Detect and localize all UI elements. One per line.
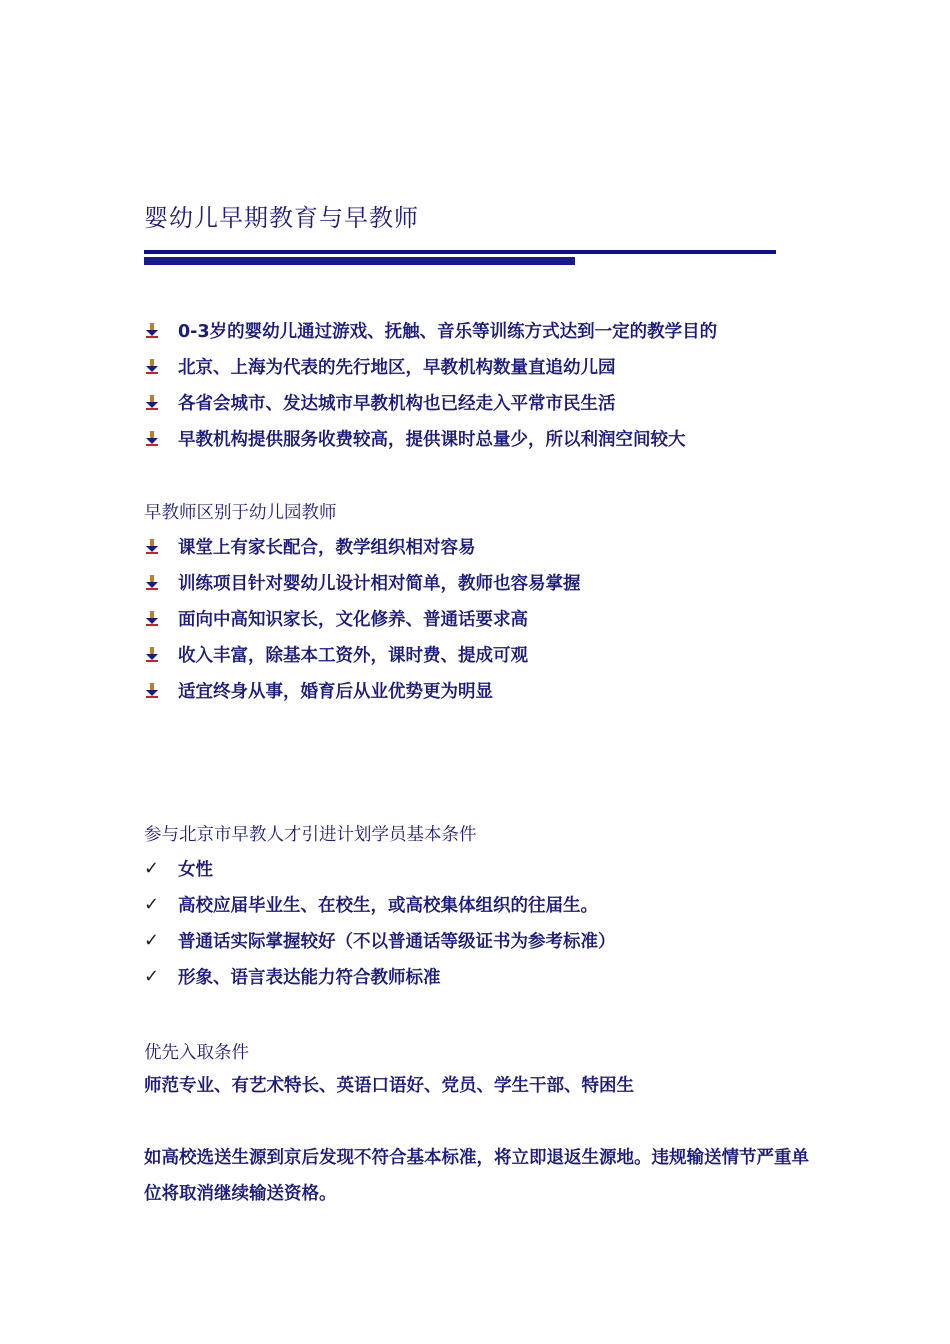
list-item [144,922,616,958]
list-item-text: 训练项目针对婴幼儿设计相对简单，教师也容易掌握 [178,573,581,594]
arrow-bullet-icon [144,538,160,554]
requirements-list [144,850,616,994]
list-item-text: 早教机构提供服务收费较高，提供课时总量少，所以利润空间较大 [178,429,686,450]
list-item [144,420,717,456]
checkmark-icon: ✓ [144,857,160,879]
notice-text: 如高校选送生源到京后发现不符合基本标准，将立即退返生源地。违规输送情节严重单位将取消继续输送资格。 [144,1148,809,1204]
list-item-text: 0-3岁的婴幼儿通过游戏、抚触、音乐等训练方式达到一定的教学目的 [178,321,718,342]
teacher-diff-list [144,528,581,708]
arrow-bullet-icon [144,358,160,374]
title-rule-thin [144,250,776,254]
checkmark-icon: ✓ [144,929,160,951]
checkmark-icon: ✓ [144,965,160,987]
list-item-text: 女性 [178,859,213,880]
arrow-bullet-icon [144,610,160,626]
checkmark-icon: ✓ [144,893,160,915]
list-item [144,312,717,348]
list-item-text: 普通话实际掌握较好（不以普通话等级证书为参考标准） [178,931,616,952]
list-item-text: 收入丰富，除基本工资外，课时费、提成可观 [178,645,528,666]
page-title: 婴幼儿早期教育与早教师 [144,204,419,232]
list-item-text: 高校应届毕业生、在校生，或高校集体组织的往届生。 [178,895,598,916]
list-item [144,672,581,708]
arrow-bullet-icon [144,322,160,338]
list-item [144,850,616,886]
list-item [144,958,616,994]
section-heading-requirements: 参与北京市早教人才引进计划学员基本条件 [144,825,477,845]
arrow-bullet-icon [144,646,160,662]
arrow-bullet-icon [144,430,160,446]
list-item [144,636,581,672]
list-item [144,528,581,564]
list-item-text: 北京、上海为代表的先行地区，早教机构数量直追幼儿园 [178,357,616,378]
priority-text: 师范专业、有艺术特长、英语口语好、党员、学生干部、特困生 [144,1076,634,1096]
list-item-text: 面向中高知识家长，文化修养、普通话要求高 [178,609,528,630]
intro-list [144,312,717,456]
list-item [144,384,717,420]
list-item-text: 课堂上有家长配合，教学组织相对容易 [178,537,476,558]
section-heading-teacher-diff: 早教师区别于幼儿园教师 [144,503,337,523]
list-item-text: 形象、语言表达能力符合教师标准 [178,967,441,988]
list-item-text: 适宜终身从事，婚育后从业优势更为明显 [178,681,493,702]
section-heading-priority: 优先入取条件 [144,1043,249,1063]
list-item [144,600,581,636]
list-item [144,348,717,384]
arrow-bullet-icon [144,682,160,698]
arrow-bullet-icon [144,394,160,410]
arrow-bullet-icon [144,574,160,590]
list-item [144,886,616,922]
list-item-text: 各省会城市、发达城市早教机构也已经走入平常市民生活 [178,393,616,414]
list-item [144,564,581,600]
title-rule-thick [144,257,575,265]
